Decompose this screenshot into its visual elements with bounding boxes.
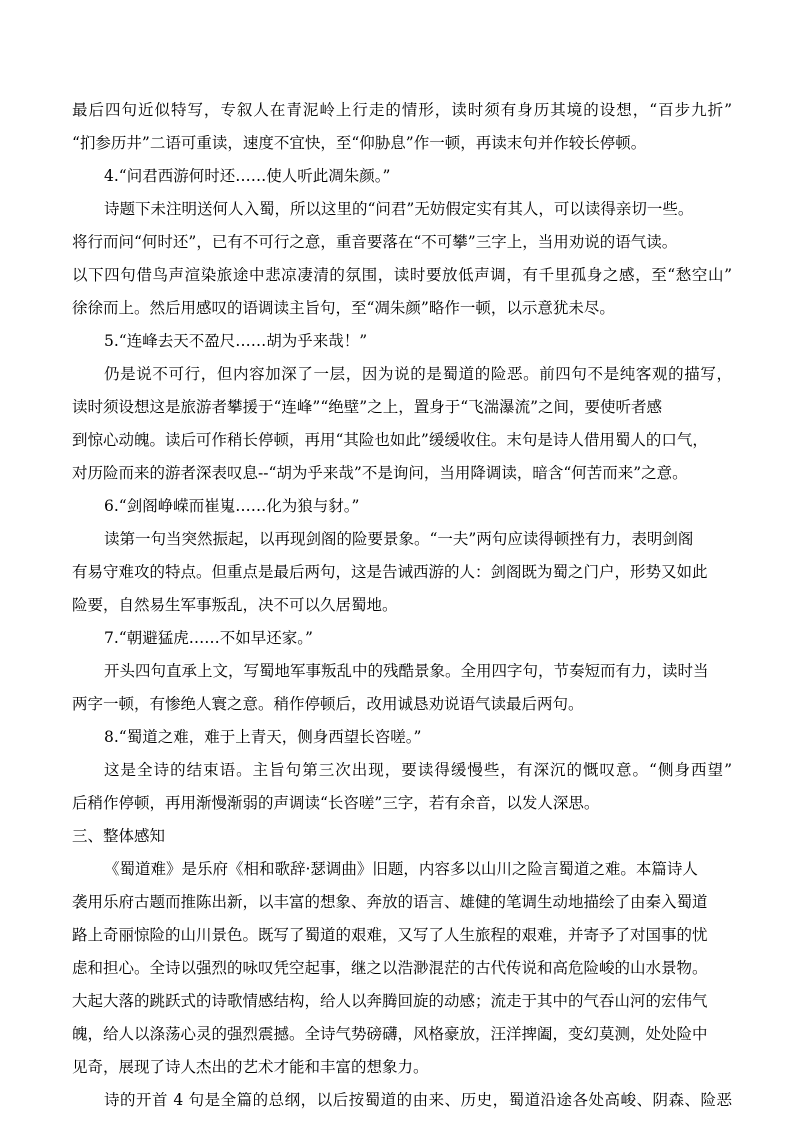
text-line: 路上奇丽惊险的山川景色。既写了蜀道的艰难，又写了人生旅程的艰难，并寄予了对国事的忧 <box>72 926 708 944</box>
section-heading: 5.“连峰去天不盈尺……胡为乎来哉！” <box>104 332 368 350</box>
text-line: 两字一顿，有惨绝人寰之意。稍作停顿后，改用诚恳劝说语气读最后两句。 <box>72 695 584 713</box>
section-heading: 7.“朝避猛虎……不如早还家。” <box>104 629 313 647</box>
text-line: 后稍作停顿，再用渐慢渐弱的声调读“长咨嗟”三字，若有余音，以发人深思。 <box>72 794 600 812</box>
text-line: 袭用乐府古题而推陈出新，以丰富的想象、奔放的语言、雄健的笔调生动地描绘了由秦入蜀道 <box>72 893 708 911</box>
chapter-heading: 三、整体感知 <box>72 827 166 845</box>
text-line: 到惊心动魄。读后可作稍长停顿，再用“其险也如此”缓缓收住。末句是诗人借用蜀人的口气， <box>72 431 708 449</box>
text-line: 大起大落的跳跃式的诗歌情感结构，给人以奔腾回旋的动感；流走于其中的气吞山河的宏伟气 <box>72 992 708 1010</box>
section-heading: 4.“问君西游何时还……使人听此凋朱颜。” <box>104 167 391 185</box>
section-heading: 8.“蜀道之难，难于上青天，侧身西望长咨嗟。” <box>104 728 422 746</box>
text-line: 徐徐而上。然后用感叹的语调读主旨句，至“凋朱颜”略作一顿，以示意犹未尽。 <box>72 299 615 317</box>
text-line: 仍是说不可行，但内容加深了一层，因为说的是蜀道的险恶。前四句不是纯客观的描写， <box>104 365 732 383</box>
text-line: 对历险而来的游者深表叹息--“胡为乎来哉”不是询问，当用降调读，暗含“何苦而来”之意。 <box>72 464 688 482</box>
text-line: 读时须设想这是旅游者攀援于“连峰”“绝壁”之上，置身于“飞湍瀑流”之间，要使听者感 <box>72 398 663 416</box>
text-line: 险要，自然易生军事叛乱，决不可以久居蜀地。 <box>72 596 398 614</box>
section-heading: 6.“剑阁峥嵘而崔嵬……化为狼与豺。” <box>104 497 360 515</box>
text-line: 《蜀道难》是乐府《相和歌辞·瑟调曲》旧题，内容多以山川之险言蜀道之难。本篇诗人 <box>104 860 698 878</box>
text-line: 魄，给人以涤荡心灵的强烈震撼。全诗气势磅礴，风格豪放，汪洋捭阖，变幻莫测，处处险中 <box>72 1025 708 1043</box>
text-line: 将行而问“何时还”，已有不可行之意，重音要落在“不可攀”三字上，当用劝说的语气读。 <box>72 233 678 251</box>
text-line: 诗题下未注明送何人入蜀，所以这里的“问君”无妨假定实有其人，可以读得亲切一些。 <box>104 200 694 218</box>
text-line: 开头四句直承上文，写蜀地军事叛乱中的残酷景象。全用四字句，节奏短而有力，读时当 <box>104 662 709 680</box>
text-line: 以下四句借鸟声渲染旅途中悲凉凄清的氛围，读时要放低声调，有千里孤身之感，至“愁空山” <box>72 266 732 284</box>
text-line: 最后四句近似特写，专叙人在青泥岭上行走的情形，读时须有身历其境的设想，“百步九折” <box>72 101 732 119</box>
text-line: 见奇，展现了诗人杰出的艺术才能和丰富的想象力。 <box>72 1058 429 1076</box>
text-line: 这是全诗的结束语。主旨句第三次出现，要读得缓慢些，有深沉的慨叹意。“侧身西望” <box>104 761 732 779</box>
text-line: 虑和担心。全诗以强烈的咏叹凭空起事，继之以浩渺混茫的古代传说和高危险峻的山水景物。 <box>72 959 708 977</box>
text-line: 读第一句当突然振起，以再现剑阁的险要景象。“一夫”两句应读得顿挫有力，表明剑阁 <box>104 530 694 548</box>
text-line: “扪参历井”二语可重读，速度不宜快，至“仰胁息”作一顿，再读末句并作较长停顿。 <box>72 134 647 152</box>
text-line: 诗的开首 4 句是全篇的总纲，以后按蜀道的由来、历史，蜀道沿途各处高峻、阴森、险恶 <box>104 1091 732 1109</box>
text-line: 有易守难攻的特点。但重点是最后两句，这是告诫西游的人：剑阁既为蜀之门户，形势又如此 <box>72 563 708 581</box>
